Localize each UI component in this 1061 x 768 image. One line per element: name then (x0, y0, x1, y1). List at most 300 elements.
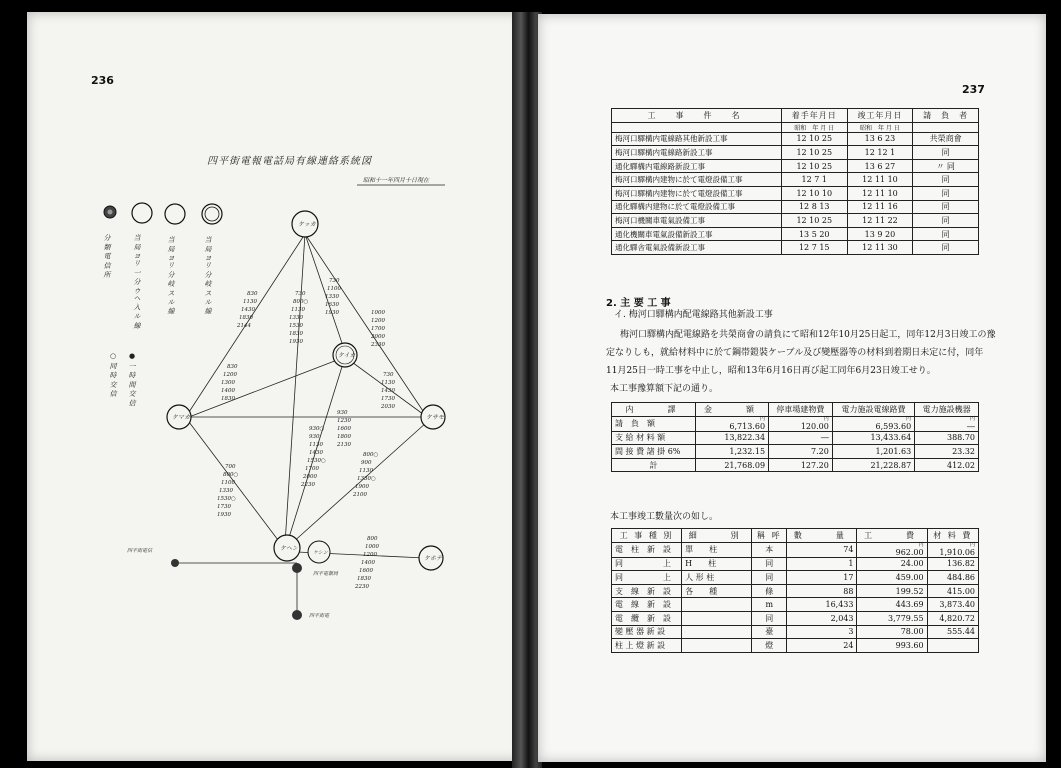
svg-text:830: 830 (227, 364, 238, 370)
times-g (380, 372, 395, 410)
node-center (333, 343, 357, 367)
cell-value: 電 纜 新 設 (615, 613, 671, 623)
table-cell: 12 7 15 (781, 241, 847, 255)
svg-text:ケシン: ケシン (313, 550, 328, 556)
table-cell (752, 584, 787, 598)
times-e (221, 364, 238, 402)
cell-value: 電 線 新 設 (615, 600, 671, 610)
cell-value: 459.00 (895, 572, 924, 582)
works-table: 工 事 件 名 着手年月日 竣工年月日 請 負 者 昭和 年 月 日 昭和 年 月 日 梅河口驛構内電線路其他新設工事 12 10 25 13 6 23 共榮商會 梅河口驛構内電線路新設工事 12 10 25 12 12 1 同 通化驛構内電線路新設工事 12 10 25 13 6 27 〃 同 梅河口驛構内建物に於て電燈設備工事 12 7 1 12 11 10 同 梅河口驛構内建物に於て電燈設備工事 12 10 10 12 11 10 同 通化驛構内建物に於て電燈設備工事 12 8 13 12 11 16 同 梅河口機關車電氣設備工事 12 10 25 12 11 22 同 通化機關車電氣設備新設工事 13 5 20 13 9 20 同 通化驛舎電氣設備新設工事 12 7 15 12 11 30 同 (611, 108, 979, 255)
cell-value: 1 (848, 559, 854, 569)
table-row (612, 598, 979, 612)
cell-value: 請 負 額 (615, 419, 655, 429)
svg-text:1200: 1200 (371, 318, 385, 324)
table-cell: 12 10 10 (781, 186, 847, 200)
table-cell: 12 11 30 (847, 241, 913, 255)
table-cell: 12 11 10 (847, 173, 913, 187)
table-cell (769, 458, 833, 472)
time-lists (217, 278, 395, 590)
cell-value: 人 形 柱 (685, 572, 715, 582)
table-cell (769, 416, 833, 431)
svg-text:700: 700 (225, 464, 236, 470)
table-cell (915, 416, 979, 431)
table-cell: 同 (913, 241, 979, 255)
table-cell (787, 584, 857, 598)
note-hourly: ● 一 時 間 交 信 (128, 352, 136, 407)
table-cell (832, 458, 914, 472)
table-cell (695, 416, 768, 431)
node-bottom-right (419, 546, 443, 570)
times-a (236, 291, 258, 329)
cell-value: 484.86 (947, 572, 975, 582)
table-cell (927, 584, 978, 598)
times-k (217, 464, 238, 518)
page-number-left: 236 (91, 74, 114, 87)
cell-value: 78.00 (900, 627, 924, 637)
yen-mark: 円 (760, 415, 766, 422)
cell-value: 17 (843, 572, 854, 582)
table-cell (695, 431, 768, 445)
svg-text:1000: 1000 (365, 544, 379, 550)
table-cell: 同 (913, 173, 979, 187)
cell-value: 同 上 (615, 572, 671, 582)
svg-text:2230: 2230 (355, 584, 369, 590)
table-cell: 通化驛舎電氣設備新設工事 (612, 241, 782, 255)
diagram-date: 昭和十一年四月十日現在 (363, 177, 430, 184)
table-cell (612, 445, 696, 459)
table-cell: 梅河口驛構内建物に於て電燈設備工事 (612, 186, 782, 200)
cell-value: 443.69 (895, 600, 924, 610)
table-cell (787, 598, 857, 612)
table-row (612, 445, 979, 459)
times-i (300, 426, 326, 488)
table-cell: 同 (913, 214, 979, 228)
cell-value: ― (820, 433, 829, 443)
table-cell (927, 571, 978, 585)
svg-text:800○: 800○ (223, 472, 239, 478)
cell-value: 6,593.60 (875, 421, 912, 431)
table-cell (682, 639, 752, 653)
table-row (612, 241, 979, 255)
svg-text:1130: 1130 (359, 468, 373, 474)
table-cell (915, 445, 979, 459)
table-cell: 13 6 27 (847, 159, 913, 173)
svg-text:ケヘン: ケヘン (280, 545, 299, 552)
svg-text:ケホテ: ケホテ (424, 555, 443, 562)
svg-text:1000: 1000 (371, 310, 385, 316)
svg-text:1330: 1330 (325, 294, 339, 300)
times-j (352, 452, 378, 498)
svg-text:1100: 1100 (327, 286, 341, 292)
svg-text:1100: 1100 (221, 480, 235, 486)
svg-text:1430: 1430 (241, 307, 255, 313)
cell-value: 本 (765, 545, 774, 555)
table-cell (787, 542, 857, 557)
table-cell (612, 431, 696, 445)
svg-text:730: 730 (329, 278, 340, 284)
sub-title: イ. 梅河口驛構内配電線路其他新設工事 (614, 310, 773, 320)
yen-mark: 円 (823, 415, 829, 422)
table-cell (857, 598, 927, 612)
yen-mark: 円 (918, 541, 924, 548)
svg-text:930: 930 (337, 410, 348, 416)
svg-text:1700: 1700 (305, 466, 319, 472)
t1-header-end: 竣工年月日 (847, 109, 913, 123)
legend-label-4: 当 局 ヨリ 分 岐 ス ル 線 (204, 236, 212, 315)
svg-text:2330: 2330 (371, 342, 385, 348)
t2-header-line: 電力施設電線路費 (832, 403, 914, 417)
svg-text:1700: 1700 (371, 326, 385, 332)
table-cell (857, 542, 927, 557)
svg-text:2230: 2230 (301, 482, 315, 488)
svg-text:930○: 930○ (309, 426, 325, 432)
cell-value: 同 (765, 613, 774, 623)
times-b (289, 291, 308, 345)
table-cell (832, 416, 914, 431)
table-cell (752, 625, 787, 639)
table-row (612, 146, 979, 160)
svg-text:1400: 1400 (221, 388, 235, 394)
yen-mark: 円 (906, 415, 912, 422)
cell-value: 127.20 (800, 460, 829, 470)
cell-value: 間 接 費 諸 掛 6% (615, 446, 681, 456)
table-row (612, 571, 979, 585)
node-branch-left (127, 547, 179, 567)
cell-value: 7.20 (811, 446, 829, 456)
table-cell (612, 458, 696, 472)
table-cell (787, 611, 857, 625)
svg-text:1330: 1330 (219, 488, 233, 494)
table-cell (695, 458, 768, 472)
table-cell (752, 611, 787, 625)
table-cell: 同 (913, 186, 979, 200)
svg-text:1800: 1800 (337, 434, 351, 440)
cell-value: 962.00 (895, 547, 924, 557)
node-right (421, 405, 445, 429)
diagram-title: 四平街電報電話局有線連絡系統図 (207, 156, 372, 167)
table-cell (752, 542, 787, 557)
legend (102, 203, 223, 406)
t2-header-item: 内 譯 (612, 403, 696, 417)
table-cell: 12 10 25 (781, 146, 847, 160)
cell-value: 1,232.15 (729, 446, 766, 456)
svg-text:1830: 1830 (289, 331, 303, 337)
cell-value: 變 壓 器 新 設 (615, 627, 666, 637)
table-cell (682, 571, 752, 585)
node-top (292, 211, 318, 237)
svg-text:1830: 1830 (221, 396, 235, 402)
cell-value: 燈 (765, 640, 774, 650)
table-cell (695, 445, 768, 459)
svg-text:900: 900 (361, 460, 372, 466)
cell-value: 柱 上 燈 新 設 (615, 640, 666, 650)
cell-value: 16,433 (825, 600, 854, 610)
table-cell: 同 (913, 146, 979, 160)
page-number-right: 237 (962, 83, 985, 96)
times-l (354, 536, 379, 590)
cell-value: 支 線 新 設 (615, 586, 671, 596)
table-row (612, 584, 979, 598)
cell-value: 199.52 (895, 586, 924, 596)
svg-text:ケイカ: ケイカ (338, 352, 356, 359)
table-cell (857, 584, 927, 598)
table-cell (857, 625, 927, 639)
table-cell (927, 611, 978, 625)
table-row (612, 227, 979, 241)
table-cell: 12 11 10 (847, 186, 913, 200)
cell-value: 2,043 (830, 613, 854, 623)
svg-text:四平電報局: 四平電報局 (313, 571, 339, 577)
table-cell (682, 598, 752, 612)
svg-text:1830: 1830 (357, 576, 371, 582)
cell-value: H 柱 (685, 559, 717, 569)
cell-value: 993.60 (895, 640, 924, 650)
table-cell: 12 11 22 (847, 214, 913, 228)
cell-value: 3 (848, 627, 854, 637)
table-cell: 12 8 13 (781, 200, 847, 214)
table-cell (682, 625, 752, 639)
svg-text:1330: 1330 (289, 315, 303, 321)
cell-value: 同 (765, 572, 774, 582)
t1-header-name: 工 事 件 名 (612, 109, 782, 123)
cell-value: 415.00 (947, 586, 975, 596)
svg-text:2000: 2000 (371, 334, 385, 340)
budget-table (611, 402, 979, 472)
table-cell: 梅河口驛構内電線路新設工事 (612, 146, 782, 160)
table-cell: 13 6 23 (847, 132, 913, 146)
svg-text:800○: 800○ (293, 299, 309, 305)
svg-text:1600: 1600 (359, 568, 373, 574)
svg-text:1900: 1900 (355, 484, 369, 490)
table-row (612, 625, 979, 639)
left-page (27, 12, 524, 761)
node-bottom2 (308, 541, 330, 563)
cost-intro: 本工事豫算額下記の通り。 (610, 384, 719, 394)
svg-text:930: 930 (309, 434, 320, 440)
svg-text:1130: 1130 (381, 380, 395, 386)
table-cell: 同 (913, 200, 979, 214)
svg-text:1430: 1430 (381, 388, 395, 394)
table-cell: 12 11 16 (847, 200, 913, 214)
cell-value: 同 (765, 559, 774, 569)
svg-text:1930: 1930 (217, 512, 231, 518)
table-cell (612, 639, 682, 653)
table-cell: 13 5 20 (781, 227, 847, 241)
svg-text:1130: 1130 (243, 299, 257, 305)
table-row (612, 416, 979, 431)
cell-value: 555.44 (947, 627, 975, 637)
cell-value: 24 (843, 640, 854, 650)
cell-value: 4,820.72 (939, 613, 975, 623)
svg-text:2130: 2130 (337, 442, 351, 448)
svg-text:1630: 1630 (325, 302, 339, 308)
t3-header-detail: 細 別 (682, 529, 752, 543)
table-cell: 通化驛構内電線路新設工事 (612, 159, 782, 173)
svg-text:1730: 1730 (217, 504, 231, 510)
svg-text:ケッカ: ケッカ (298, 221, 316, 228)
svg-text:1600: 1600 (337, 426, 351, 432)
cell-value: 條 (765, 586, 774, 596)
cell-value: 3,779.55 (887, 613, 924, 623)
table-cell: 12 10 25 (781, 159, 847, 173)
svg-text:1530○: 1530○ (307, 458, 326, 464)
t3-header-material: 材 料 費 (927, 529, 978, 543)
times-h (336, 410, 351, 448)
node-bottom (274, 535, 300, 561)
cell-value: 24.00 (900, 559, 924, 569)
cell-value: 1,201.63 (875, 446, 912, 456)
table-cell (927, 598, 978, 612)
svg-text:2000: 2000 (303, 474, 317, 480)
table-cell (915, 431, 979, 445)
node-branch-mid (292, 563, 339, 577)
paragraph-line-1: 梅河口驛構内配電線路を共榮商會の請負にて昭和12年10月25日起工，同年12月3日竣工の豫 (620, 330, 996, 340)
table-cell (612, 542, 682, 557)
cell-value: 6,713.60 (729, 421, 766, 431)
table-cell: 12 10 25 (781, 132, 847, 146)
svg-text:1730: 1730 (381, 396, 395, 402)
svg-text:1230: 1230 (337, 418, 351, 424)
cell-value: 412.02 (947, 460, 975, 470)
svg-text:1200: 1200 (363, 552, 377, 558)
table-row (612, 458, 979, 472)
cell-value: 388.70 (947, 433, 975, 443)
svg-text:1530: 1530 (289, 323, 303, 329)
table-cell (927, 639, 978, 653)
t3-header-labor: 工 費 (857, 529, 927, 543)
table-cell (612, 598, 682, 612)
table-cell (927, 557, 978, 571)
table-cell: 梅河口驛構内建物に於て電燈設備工事 (612, 173, 782, 187)
svg-text:800○: 800○ (363, 452, 379, 458)
table-cell (857, 557, 927, 571)
yen-mark: 円 (969, 415, 975, 422)
table-cell (612, 571, 682, 585)
cell-value: 單 柱 (685, 545, 718, 555)
table-cell (612, 416, 696, 431)
t2-header-equip: 電力施設機器 (915, 403, 979, 417)
svg-text:1930: 1930 (289, 339, 303, 345)
svg-text:1400: 1400 (361, 560, 375, 566)
svg-text:1200: 1200 (223, 372, 237, 378)
table-cell: 通化機關車電氣設備新設工事 (612, 227, 782, 241)
table-cell: 13 9 20 (847, 227, 913, 241)
table-cell (787, 639, 857, 653)
t3-header-type: 工 事 種 別 (612, 529, 682, 543)
cell-value: 21,768.09 (724, 460, 766, 470)
table-cell: 梅河口驛構内電線路其他新設工事 (612, 132, 782, 146)
svg-text:2144: 2144 (237, 323, 251, 329)
table-cell (682, 557, 752, 571)
table-cell (857, 571, 927, 585)
table-cell (927, 542, 978, 557)
table-cell (752, 571, 787, 585)
t2-header-amount: 金 額 (695, 403, 768, 417)
table-cell: 12 7 1 (781, 173, 847, 187)
cell-value: 3,873.40 (939, 600, 975, 610)
table-cell: 同 (913, 227, 979, 241)
t3-header-qty: 數 量 (787, 529, 857, 543)
table-cell (915, 458, 979, 472)
section-title: 2. 主 要 工 事 (606, 298, 671, 309)
legend-label-1: 分 類 電 信 所 (103, 234, 111, 278)
paragraph-line-3: 11月25日一時工事を中止し，昭和13年6月16日再び起工同年6月23日竣工せり。 (606, 366, 936, 376)
table-cell: 〃 同 (913, 159, 979, 173)
table-cell (612, 584, 682, 598)
svg-text:1300: 1300 (221, 380, 235, 386)
table-row (612, 431, 979, 445)
table-cell (857, 639, 927, 653)
svg-text:1930: 1930 (325, 310, 339, 316)
yen-mark: 円 (969, 541, 975, 548)
table-cell (832, 431, 914, 445)
table-row (612, 611, 979, 625)
table-row (612, 159, 979, 173)
cell-value: ― (967, 421, 975, 431)
cell-value: 74 (843, 545, 854, 555)
network-diagram (27, 12, 524, 761)
svg-text:ケマカ: ケマカ (172, 414, 191, 421)
table-row (612, 557, 979, 571)
table-cell (927, 625, 978, 639)
table-row (612, 214, 979, 228)
svg-text:2100: 2100 (353, 492, 367, 498)
table-cell (787, 625, 857, 639)
qty-intro: 本工事竣工數量次の如し。 (610, 512, 719, 522)
svg-text:1830: 1830 (239, 315, 253, 321)
table-row (612, 200, 979, 214)
svg-text:1430: 1430 (309, 450, 323, 456)
cell-value: 13,433.64 (870, 433, 912, 443)
table-cell (682, 584, 752, 598)
t3-header-unit: 稱 呼 (752, 529, 787, 543)
svg-text:730: 730 (383, 372, 394, 378)
svg-text:2030: 2030 (381, 404, 395, 410)
times-c (325, 278, 341, 316)
t2-header-building: 停車場建物費 (769, 403, 833, 417)
table-cell: 共榮商會 (913, 132, 979, 146)
cell-value: 同 上 (615, 559, 671, 569)
svg-text:ケサモ: ケサモ (426, 414, 445, 421)
svg-text:四平街電: 四平街電 (309, 613, 330, 619)
svg-text:1330○: 1330○ (357, 476, 376, 482)
svg-text:1530○: 1530○ (217, 496, 236, 502)
cell-value: 臺 (765, 627, 774, 637)
cell-value: 計 (649, 460, 658, 470)
table-cell (787, 571, 857, 585)
node-branch-bottom (292, 610, 330, 620)
right-page (538, 14, 1046, 762)
svg-text:800: 800 (367, 536, 378, 542)
table-row (612, 186, 979, 200)
cell-value: 電 柱 新 設 (615, 545, 671, 555)
table-cell: 12 12 1 (847, 146, 913, 160)
quantity-table (611, 528, 979, 653)
svg-text:1130: 1130 (291, 307, 305, 313)
table-cell: 12 10 25 (781, 214, 847, 228)
cell-value: 1,910.06 (939, 547, 975, 557)
times-d (370, 310, 385, 348)
table-cell: 通化驛構内建物に於て電燈設備工事 (612, 200, 782, 214)
table-row (612, 173, 979, 187)
cell-value: 23.32 (952, 446, 975, 456)
table-cell (682, 611, 752, 625)
table-cell (752, 639, 787, 653)
paragraph-line-2: 定なりしも，就給材料中に於て鋼帯鎧裝ケーブル及び變壓器等の材料到着期日未定に付，同年 (606, 348, 984, 358)
table-cell (769, 445, 833, 459)
node-left (167, 405, 191, 429)
table-cell (612, 625, 682, 639)
